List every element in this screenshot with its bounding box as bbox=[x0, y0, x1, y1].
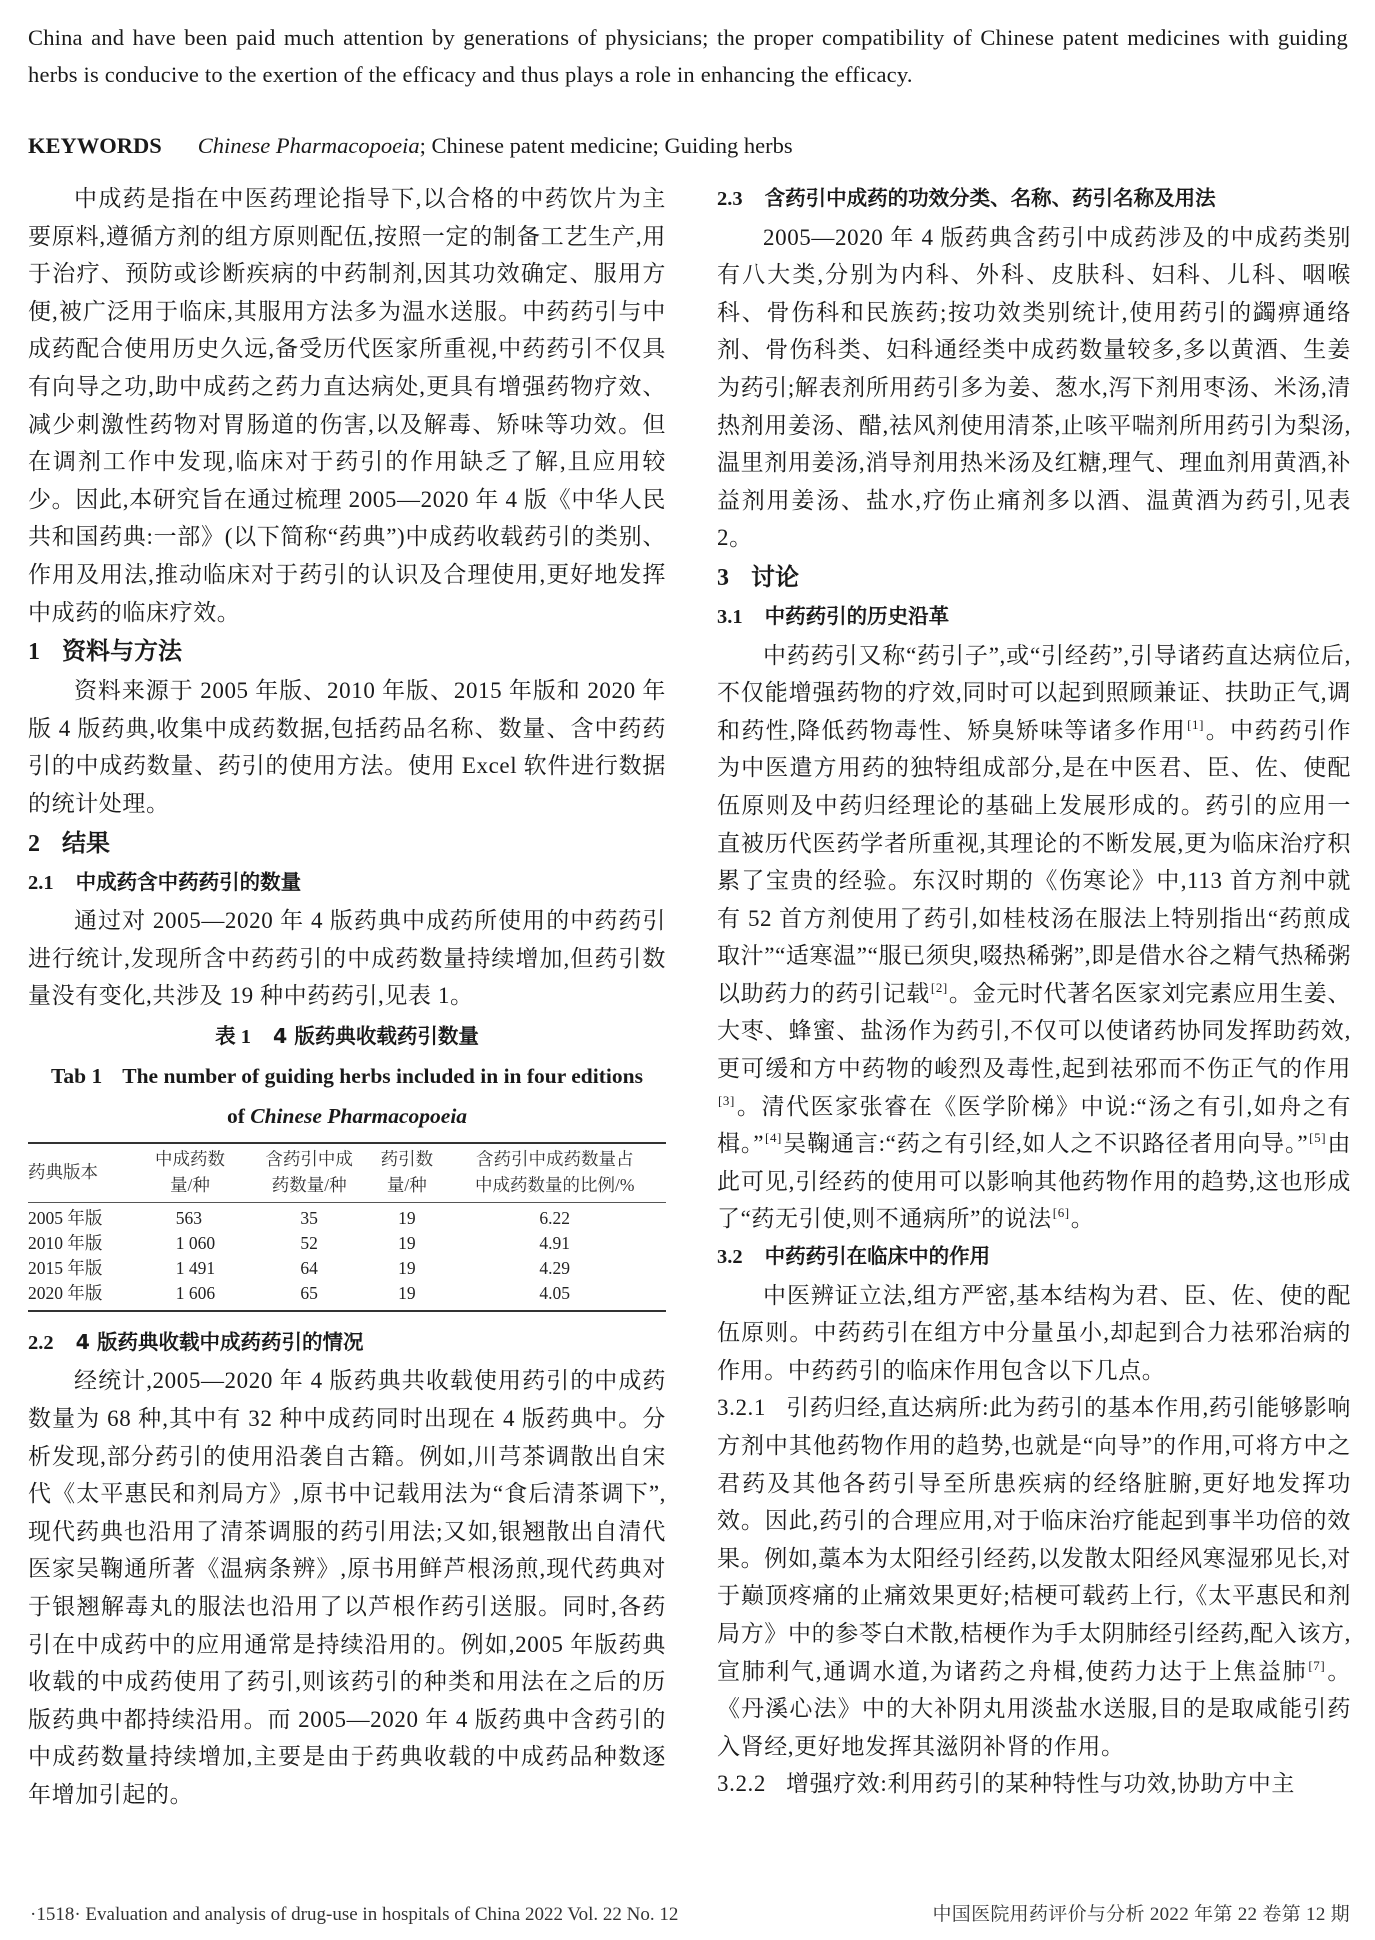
table-row bbox=[28, 1256, 666, 1281]
cell-ratio: 4.05 bbox=[539, 1282, 571, 1303]
subsection-number: 2.2 bbox=[28, 1331, 54, 1354]
cell-ratio: 4.29 bbox=[539, 1257, 571, 1278]
cell-cpm-count: 1 491 bbox=[175, 1257, 216, 1278]
header-text: 含药引中成 bbox=[265, 1148, 353, 1169]
subsection-title: 含药引中成药的功效分类、名称、药引名称及用法 bbox=[764, 186, 1216, 210]
methods-paragraph: 资料来源于 2005 年版、2010 年版、2015 年版和 2020 年版 4 版药典,收集中成药数据,包括药品名称、数量、含中药药引的中成药数量、药引的使用方法。使用 Excel 软件进行数据的统计处理。 bbox=[28, 678, 666, 816]
subsection-heading-3-1 bbox=[717, 598, 1351, 637]
cell-with-guiding: 65 bbox=[300, 1282, 318, 1303]
text-run: 中药药引又称“药引子”,或“引经药”,引导诸药直达病位后,不仅能增强药物的疗效,同时可以起到照顾兼证、扶助正气,调和药性,降低药物毒性、矫臭矫味等诸多作用 bbox=[717, 642, 1351, 743]
table1-label-cn: 表 1 bbox=[215, 1025, 251, 1048]
results-2-3-paragraph: 2005—2020 年 4 版药典含药引中成药涉及的中成药类别有八大类,分别为内科、外科、皮肤科、妇科、儿科、咽喉科、骨伤科和民族药;按功效类别统计,使用药引的蠲痹通络剂、骨伤科类、妇科通经类中成药数量较多,多以黄酒、生姜为药引;解表剂所用药引多为姜、葱水,泻下剂用枣汤、米汤,清热剂用姜汤、醋,祛风剂使用清茶,止咳平喘剂所用药引为梨汤,温里剂用姜汤,消导剂用热米汤及红糖,理气、理血剂用黄酒,补益剂用姜汤、盐水,疗伤止痛剂多以酒、温黄酒为药引,见表 2。 bbox=[717, 224, 1351, 551]
section-number: 1 bbox=[28, 639, 40, 666]
cell-edition: 2015 年版 bbox=[28, 1257, 103, 1278]
cell-guiding-count: 19 bbox=[398, 1282, 416, 1303]
section-heading-3 bbox=[717, 557, 1351, 598]
citation-ref-1[interactable]: [1] bbox=[1187, 716, 1205, 732]
table1-title-cn: 4 版药典收载药引数量 bbox=[272, 1023, 479, 1048]
cell-edition: 2020 年版 bbox=[28, 1282, 103, 1303]
item-3-2-2-paragraph bbox=[717, 1765, 1351, 1803]
section-number: 3 bbox=[717, 564, 729, 591]
abstract-text: China and have been paid much attention by generations of physicians; the proper compatibility of Chinese patent medicines with guiding herbs is conducive to the exertion of the efficacy and thus plays a role in enhancing the efficacy. bbox=[28, 25, 1348, 87]
keyword-pharmacopoeia: Chinese Pharmacopoeia bbox=[197, 133, 420, 158]
table-header-row bbox=[28, 1143, 666, 1203]
cell-edition: 2010 年版 bbox=[28, 1232, 103, 1253]
page-footer bbox=[30, 1900, 1350, 1930]
cell-guiding-count: 19 bbox=[398, 1207, 416, 1228]
discussion-3-1-paragraph bbox=[717, 637, 1351, 1239]
header-text: 含药引中成药数量占 bbox=[475, 1148, 634, 1169]
col-header-cpm-count bbox=[132, 1143, 248, 1203]
cell-guiding-count: 19 bbox=[398, 1257, 416, 1278]
subsection-title: 4 版药典收载中成药药引的情况 bbox=[75, 1329, 364, 1354]
table-row bbox=[28, 1202, 666, 1231]
citation-ref-5[interactable]: [5] bbox=[1309, 1130, 1327, 1146]
text-run: 。中药药引作为中医遣方用药的独特组成部分,是在中医君、臣、佐、使配伍原则及中药归经理论的基础上发展形成的。药引的应用一直被历代医药学者所重视,其理论的不断发展,更为临床治疗积累了宝贵的经验。东汉时期的《伤寒论》中,113 首方剂中就有 52 首方剂使用了药引,如桂枝汤在服法上特别指出“药煎成取汁”“适寒温”“服已须臾,啜热稀粥”,即是借水谷之精气热稀粥以助药力的药引记载 bbox=[717, 717, 1352, 1006]
discussion-3-2-paragraph: 中医辨证立法,组方严密,基本结构为君、臣、佐、使的配伍原则。中药药引在组方中分量虽小,却起到合力祛邪治病的作用。中药药引的临床作用包含以下几点。 bbox=[717, 1282, 1351, 1383]
cell-with-guiding: 64 bbox=[300, 1257, 318, 1278]
keywords-rest: ; Chinese patent medicine; Guiding herbs bbox=[419, 133, 793, 158]
table1-title-en-italic: Chinese Pharmacopoeia bbox=[250, 1103, 468, 1128]
cell-guiding-count: 19 bbox=[398, 1232, 416, 1253]
table1-caption-en bbox=[28, 1056, 666, 1136]
cell-cpm-count: 1 606 bbox=[175, 1282, 216, 1303]
subsection-number: 2.1 bbox=[28, 871, 54, 894]
text-run: 吴鞠通言:“药之有引经,如人之不识路径者用向导。” bbox=[783, 1131, 1309, 1157]
header-text: 药数量/种 bbox=[271, 1174, 347, 1195]
item-3-2-1-paragraph bbox=[717, 1389, 1351, 1765]
text-run: 由此可见,引经药的使用可以影响其他药物作用的趋势,这也形成了“药无引使,则不通病所”的说法 bbox=[717, 1131, 1351, 1232]
citation-ref-2[interactable]: [2] bbox=[930, 979, 948, 995]
section-heading-1 bbox=[28, 631, 666, 672]
subsection-title: 中药药引的历史沿革 bbox=[764, 603, 950, 628]
col-header-with-guiding bbox=[248, 1143, 370, 1203]
subsection-heading-2-3 bbox=[717, 180, 1351, 219]
section-title: 结果 bbox=[62, 828, 110, 857]
item-number: 3.2.2 bbox=[717, 1771, 766, 1797]
results-2-2-paragraph: 经统计,2005—2020 年 4 版药典共收载使用药引的中成药数量为 68 种,其中有 32 种中成药同时出现在 4 版药典中。分析发现,部分药引的使用沿袭自古籍。例如,川芎茶调散出自宋代《太平惠民和剂局方》,原书中记载用法为“食后清茶调下”,现代药典也沿用了清茶调服的药引用法;又如,银翘散出自清代医家吴鞠通所著《温病条辨》,原书用鲜芦根汤煎,现代药典对于银翘解毒丸的服法也沿用了以芦根作药引送服。同时,各药引在中成药中的应用通常是持续沿用的。例如,2005 年版药典收载的中成药使用了药引,则该药引的种类和用法在之后的历版药典中都持续沿用。而 2005—2020 年 4 版药典中含药引的中成药数量持续增加,主要是由于药典收载的中成药品种数逐年增加引起的。 bbox=[28, 1368, 666, 1807]
cell-ratio: 6.22 bbox=[539, 1207, 571, 1228]
text-run: 。《丹溪心法》中的大补阴丸用淡盐水送服,目的是取咸能引药入肾经,更好地发挥其滋阴补肾的作用。 bbox=[717, 1658, 1351, 1759]
table-row bbox=[28, 1281, 666, 1311]
cell-cpm-count: 1 060 bbox=[175, 1232, 216, 1253]
citation-ref-4[interactable]: [4] bbox=[765, 1130, 782, 1146]
header-text: 中成药数 bbox=[154, 1148, 225, 1169]
header-text: 中成药数量的比例/% bbox=[475, 1174, 635, 1195]
section-heading-2 bbox=[28, 823, 666, 864]
right-column bbox=[717, 180, 1351, 1803]
table-row bbox=[28, 1231, 666, 1256]
text-run: 。清代医家张睿在《医学阶梯》中说:“汤之有引,如舟之有楫。” bbox=[717, 1093, 1351, 1157]
keywords-label: KEYWORDS bbox=[28, 133, 162, 158]
text-run: 。 bbox=[1070, 1206, 1095, 1232]
header-text: 药引数 bbox=[380, 1148, 434, 1169]
header-text: 量/种 bbox=[386, 1174, 427, 1195]
keywords-line bbox=[28, 128, 793, 164]
table1-caption-cn bbox=[28, 1017, 666, 1056]
subsection-heading-2-2 bbox=[28, 1324, 666, 1363]
footer-journal-en: ·1518· Evaluation and analysis of drug-use in hospitals of China 2022 Vol. 22 No. 12 bbox=[30, 1904, 679, 1925]
table1-title-en: The number of guiding herbs included in in four editions of bbox=[122, 1063, 643, 1128]
subsection-title: 中成药含中药药引的数量 bbox=[75, 869, 302, 894]
header-text: 药典版本 bbox=[28, 1161, 98, 1182]
left-column bbox=[28, 180, 666, 1814]
footer-journal-cn: 中国医院用药评价与分析 2022 年第 22 卷第 12 期 bbox=[932, 1904, 1350, 1925]
col-header-ratio bbox=[443, 1143, 666, 1203]
cell-with-guiding: 52 bbox=[300, 1232, 318, 1253]
text-run: 。金元时代著名医家刘完素应用生姜、大枣、蜂蜜、盐汤作为药引,不仅可以使诸药协同发挥助药效,更可缓和方中药物的峻烈及毒性,起到祛邪而不伤正气的作用 bbox=[717, 980, 1352, 1082]
cell-ratio: 4.91 bbox=[539, 1232, 571, 1253]
subsection-number: 3.1 bbox=[717, 605, 743, 628]
header-text: 量/种 bbox=[170, 1174, 210, 1195]
table1-label-en: Tab 1 bbox=[51, 1063, 103, 1088]
citation-ref-3[interactable]: [3] bbox=[718, 1092, 735, 1108]
col-header-edition bbox=[28, 1143, 132, 1203]
section-title: 讨论 bbox=[751, 562, 799, 591]
results-2-1-paragraph: 通过对 2005—2020 年 4 版药典中成药所使用的中药药引进行统计,发现所含中药药引的中成药数量持续增加,但药引数量没有变化,共涉及 19 种中药药引,见表 1。 bbox=[28, 908, 666, 1009]
subsection-number: 2.3 bbox=[717, 188, 743, 210]
intro-paragraph: 中成药是指在中医药理论指导下,以合格的中药饮片为主要原料,遵循方剂的组方原则配伍,按照一定的制备工艺生产,用于治疗、预防或诊断疾病的中药制剂,因其功效确定、服用方便,被广泛用于临床,其服用方法多为温水送服。中药药引与中成药配合使用历史久远,备受历代医家所重视,中药药引不仅具有向导之功,助中成药之药力直达病处,更具有增强药物疗效、减少刺激性药物对胃肠道的伤害,以及解毒、矫味等功效。但在调剂工作中发现,临床对于药引的作用缺乏了解,且应用较少。因此,本研究旨在通过梳理 2005—2020 年 4 版《中华人民共和国药典:一部》(以下简称“药典”)中成药收载药引的类别、作用及用法,推动临床对于药引的认识及合理使用,更好地发挥中成药的临床疗效。 bbox=[28, 186, 666, 625]
item-number: 3.2.1 bbox=[717, 1395, 766, 1421]
table1 bbox=[28, 1142, 666, 1312]
citation-ref-6[interactable]: [6] bbox=[1052, 1205, 1070, 1221]
text-run: 引药归经,直达病所:此为药引的基本作用,药引能够影响方剂中其他药物作用的趋势,也就是“向导”的作用,可将方中之君药及其他各药引导至所患疾病的经络脏腑,更好地发挥功效。因此,药引的合理应用,对于临床治疗能起到事半功倍的效果。例如,藁本为太阳经引经药,以发散太阳经风寒湿邪见长,对于巅顶疼痛的止痛效果更好;桔梗可载药上行,《太平惠民和剂局方》中的参苓白术散,桔梗作为手太阴肺经引经药,配入该方,宣肺利气,通调水道,为诸药之舟楫,使药力达于上焦益肺 bbox=[717, 1395, 1351, 1684]
subsection-number: 3.2 bbox=[717, 1246, 743, 1269]
cell-with-guiding: 35 bbox=[300, 1207, 318, 1228]
cell-edition: 2005 年版 bbox=[28, 1207, 103, 1228]
col-header-guiding-count bbox=[370, 1143, 443, 1203]
subsection-heading-2-1 bbox=[28, 864, 666, 903]
text-run: 增强疗效:利用药引的某种特性与功效,协助方中主 bbox=[786, 1771, 1295, 1797]
subsection-title: 中药药引在临床中的作用 bbox=[764, 1244, 991, 1269]
section-title: 资料与方法 bbox=[62, 637, 182, 666]
section-number: 2 bbox=[28, 830, 40, 857]
citation-ref-7[interactable]: [7] bbox=[1308, 1657, 1326, 1673]
cell-cpm-count: 563 bbox=[175, 1207, 203, 1228]
subsection-heading-3-2 bbox=[717, 1238, 1351, 1277]
